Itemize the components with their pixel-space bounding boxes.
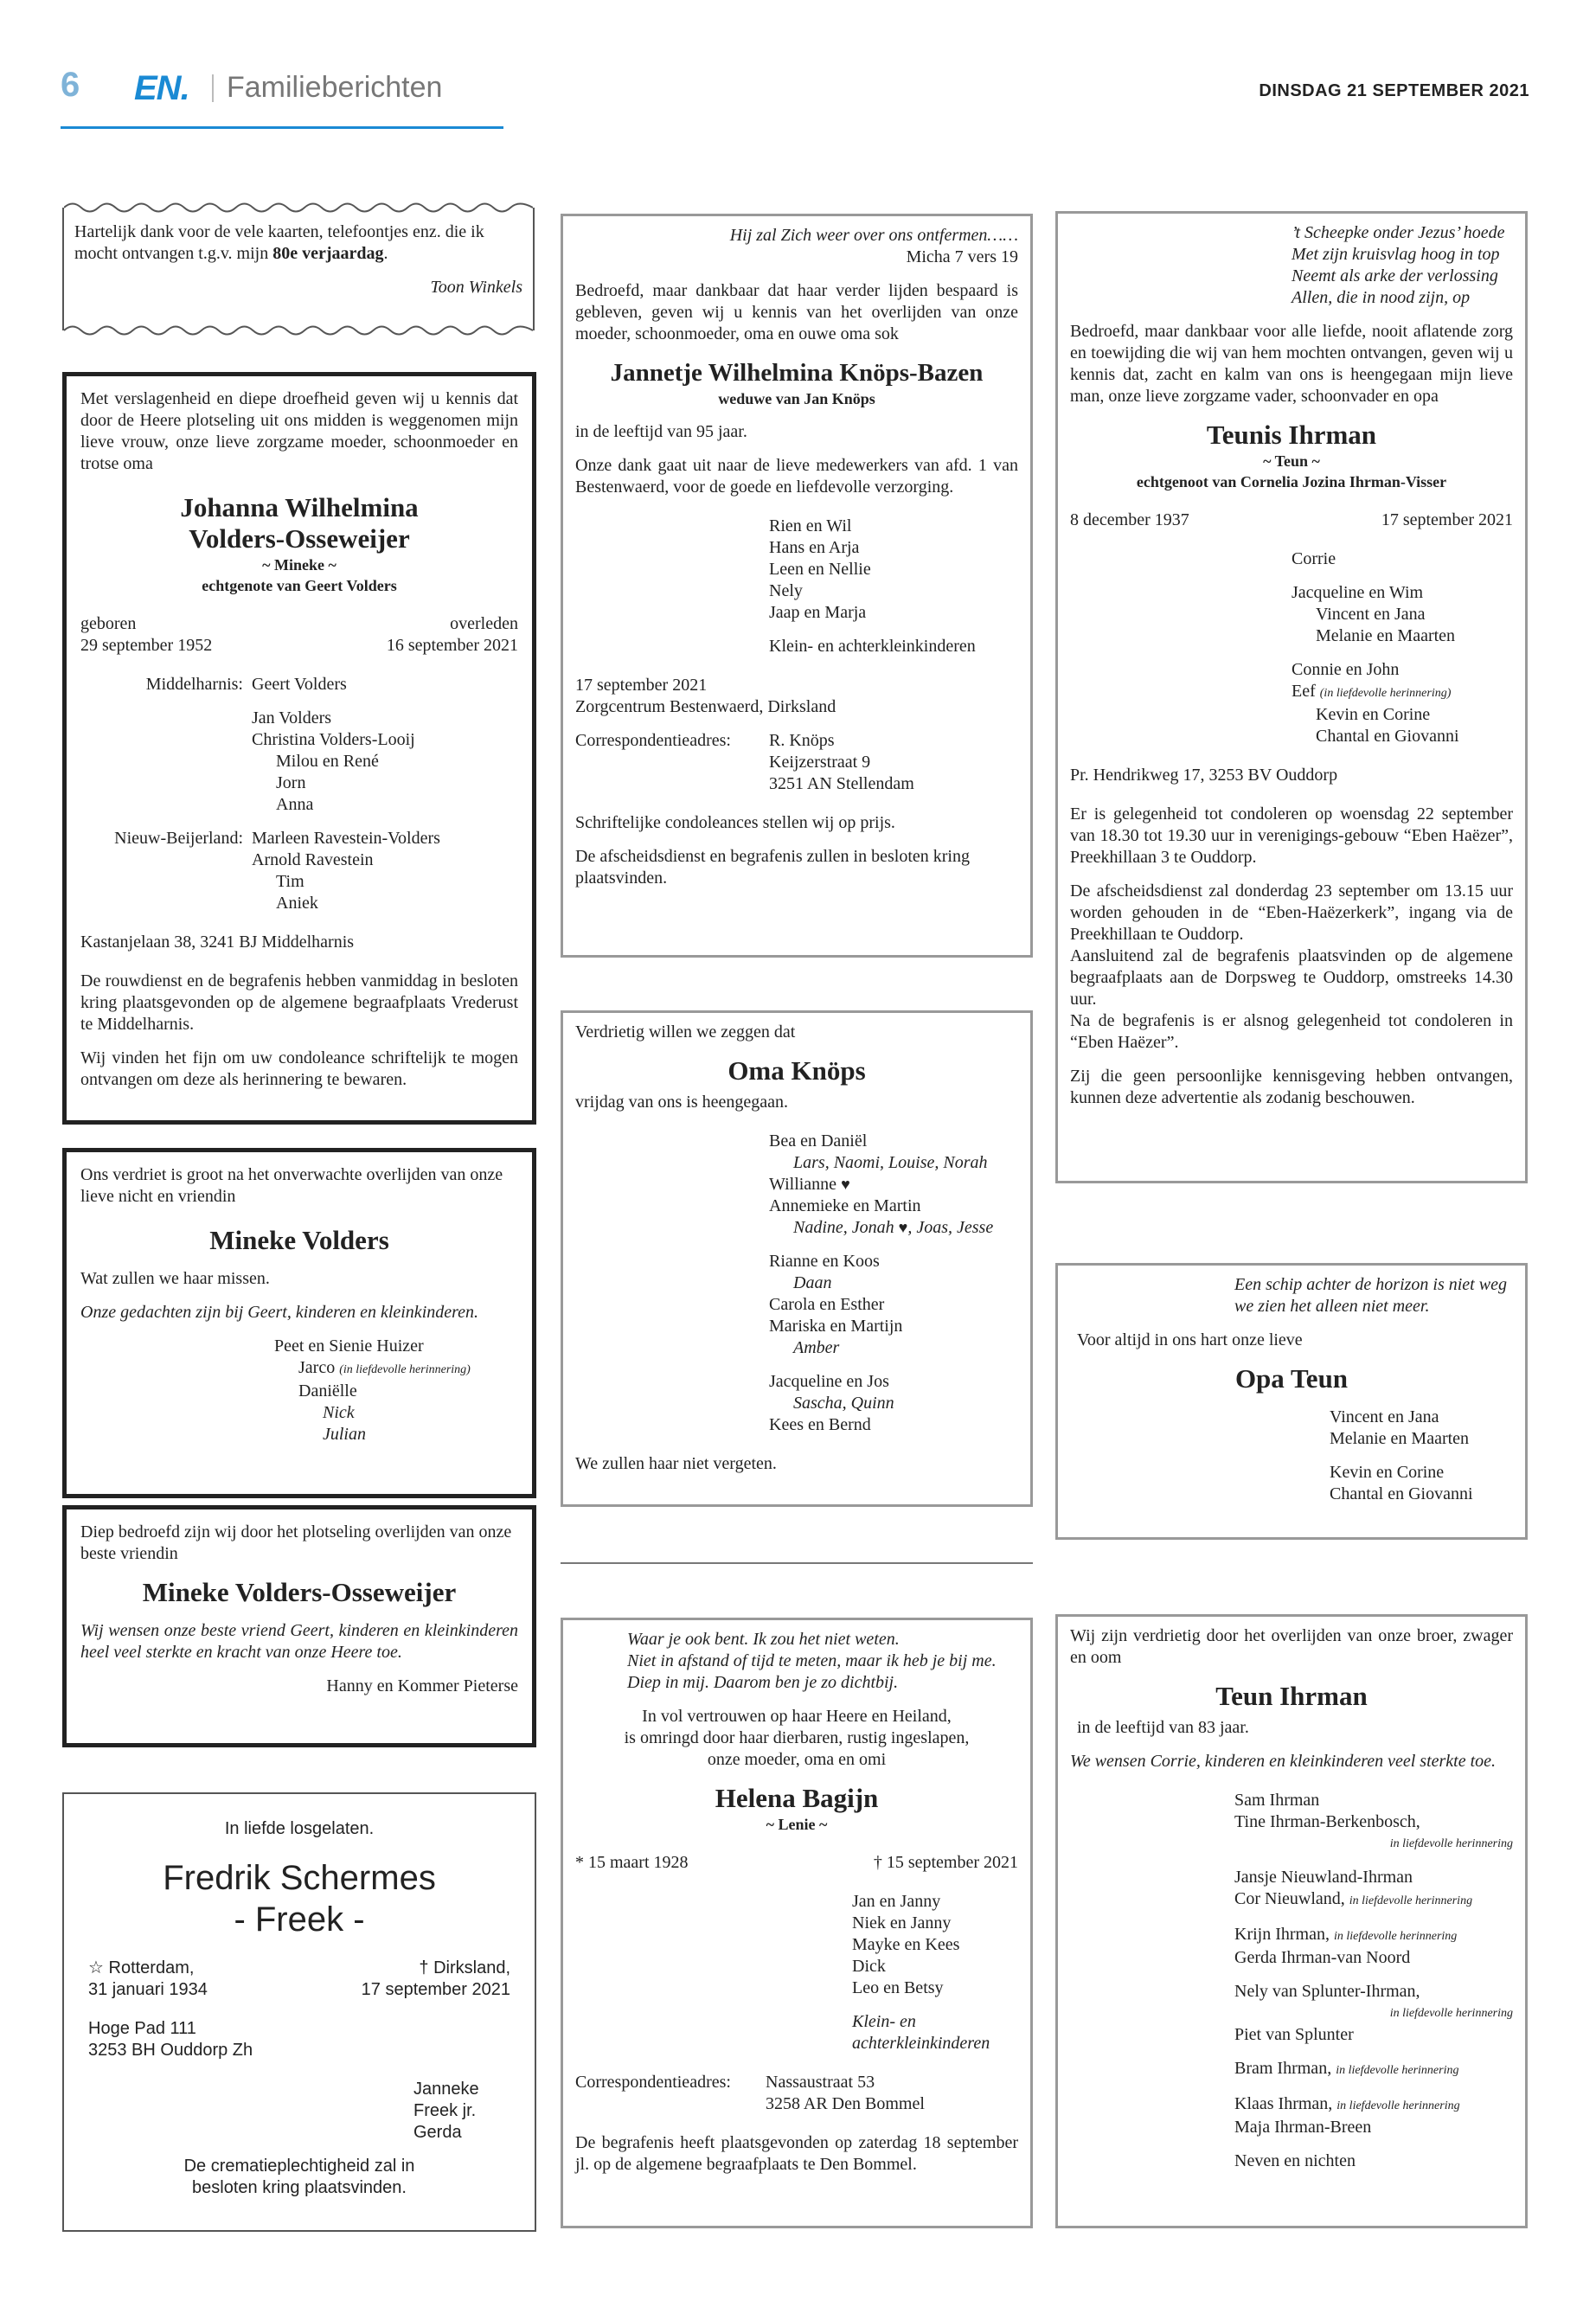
signature: Krijn Ihrman, in liefdevolle herinnering [1234, 1925, 1458, 1944]
family [88, 2079, 510, 2144]
signature: Jarco (in liefdevolle herinnering) [298, 1358, 471, 1377]
newspaper-logo: EN. [134, 69, 189, 107]
dates-row [1070, 510, 1513, 531]
signature: Tine Ihrman-Berkenbosch, [1234, 1812, 1420, 1831]
deceased-name: Jannetje Wilhelmina Knöps-Bazen [610, 359, 984, 387]
born-date: 29 september 1952 [80, 636, 213, 655]
died-date: 16 september 2021 [386, 636, 518, 655]
grandkids: Klein- en achterkleinkinderen [769, 637, 976, 656]
notice-text: Zij die geen persoonlijke kennisgeving hebben ontvangen, kunnen deze advertentie als zodanig beschouwen. [1070, 1067, 1513, 1107]
wavy-border-top [64, 200, 533, 215]
intro-text: Bedroefd, maar dankbaar dat haar verder lijden bespaard is gebleven, geven wij u kennis van het overlijden van onze moeder, schoonmoeder, oma en ouwe oma sok [575, 281, 1018, 343]
poem-line: ’t Scheepke onder Jezus’ hoede [1292, 223, 1505, 242]
correspondence [575, 730, 1018, 795]
star-icon: ☆ [88, 1958, 104, 1977]
heart-icon: ♥ [841, 1176, 850, 1193]
family-member: Mariska en Martijn [769, 1317, 903, 1336]
family-member: Amber [793, 1338, 840, 1357]
family-member: Geert Volders [252, 675, 347, 694]
address: Pr. Hendrikweg 17, 3253 BV Ouddorp [1070, 766, 1338, 785]
closing-text: besloten kring plaatsvinden. [192, 2178, 407, 2197]
funeral-text: De afscheidsdienst en begrafenis zullen in besloten kring plaatsvinden. [575, 847, 970, 888]
family-member: Anna [276, 795, 314, 814]
issue-date: DINSDAG 21 SEPTEMBER 2021 [1259, 81, 1529, 100]
signatures [1070, 1407, 1513, 1505]
family [575, 1891, 1018, 2054]
intro-text: Bedroefd, maar dankbaar voor alle liefde, nooit aflatende zorg en toewijding die wij van hem mochten ontvangen, geven wij u kennis dat, zacht en kalm van ons is heengegaan mijn lieve man, onze lieve zorgzame vader, schoonvader en opa [1070, 322, 1513, 406]
family-member: Hans en Arja [769, 538, 860, 557]
family-member: Lars, Naomi, Louise, Norah [793, 1153, 988, 1172]
ad-helena-bagijn [561, 1618, 1033, 2228]
page-number: 6 [61, 66, 80, 104]
signature: Cor Nieuwland, in liefdevolle herinnering [1234, 1889, 1473, 1908]
family-member: Dick [852, 1957, 886, 1976]
family-block-2 [80, 828, 518, 914]
wish-text: We wensen Corrie, kinderen en kleinkinderen veel sterkte toe. [1070, 1752, 1497, 1771]
family-member: Mayke en Kees [852, 1935, 960, 1954]
nickname: ~ Teun ~ [1263, 452, 1320, 470]
funeral-text: De begrafenis heeft plaatsgevonden op zaterdag 18 september jl. op de algemene begraafplaats te Den Bommel. [575, 2133, 1018, 2174]
deceased-name: Oma Knöps [727, 1055, 866, 1086]
ad-teunis-ihrman [1055, 211, 1528, 1183]
spouse: echtgenote van Geert Volders [202, 577, 397, 594]
died-place: † Dirksland, [419, 1958, 510, 1977]
deceased-name: Fredrik Schermes [163, 1859, 436, 1897]
family-member: Jorn [276, 773, 306, 792]
address-line: 3253 BH Ouddorp Zh [88, 2041, 253, 2060]
family [575, 516, 1018, 657]
signature: Neven en nichten [1234, 2151, 1356, 2170]
family-member: Marleen Ravestein-Volders [252, 829, 440, 848]
service-text: De afscheidsdienst zal donderdag 23 september om 13.15 uur worden gehouden in de “Eben-Haëzerkerk”, ingang via de Preekhillaan te Ouddorp. [1070, 881, 1513, 944]
family-member: Annemieke en Martin [769, 1196, 921, 1215]
family-member: Eef (in liefdevolle herinnering) [1292, 682, 1452, 701]
wavy-border-bottom [64, 323, 533, 338]
date: 17 september 2021 [575, 676, 708, 695]
poem-line: Diep in mij. Daarom ben je zo dichtbij. [627, 1673, 899, 1692]
family-member: Vincent en Jana [1316, 605, 1426, 624]
nickname: ~ Mineke ~ [262, 556, 337, 574]
signature: Daniëlle [298, 1381, 357, 1400]
signature: Hanny en Kommer Pieterse [326, 1676, 518, 1695]
nickname: - Freek - [234, 1900, 365, 1939]
correspondence [575, 2072, 1018, 2115]
age: in de leeftijd van 83 jaar. [1077, 1718, 1249, 1737]
family-member: Chantal en Giovanni [1316, 727, 1459, 746]
signatures [1070, 1790, 1513, 2172]
place-label: Middelharnis: [145, 675, 243, 694]
condolences-text: Er is gelegenheid tot condoleren op woensdag 22 september van 18.30 tot 19.30 uur in verenigings-gebouw “Eben Haëzer”, Preekhillaan 3 te Ouddorp. [1070, 804, 1513, 867]
closing-text: We zullen haar niet vergeten. [575, 1454, 777, 1473]
dates-row [88, 1958, 510, 2001]
poem [1070, 222, 1513, 309]
ad-winkels [62, 208, 535, 330]
ad-mineke-volders [62, 1148, 536, 1498]
place-label: Nieuw-Beijerland: [114, 829, 243, 848]
intro-text: is omringd door haar dierbaren, rustig ingeslapen, [624, 1728, 970, 1747]
burial-text: Aansluitend zal de begrafenis plaatsvinden op de algemene begraafplaats aan de Dorpsweg te Ouddorp, omstreeks 14.30 uur. [1070, 946, 1513, 1009]
grandkids: Klein- en [852, 2012, 916, 2031]
family-member: Niek en Janny [852, 1913, 952, 1932]
died-date: 17 september 2021 [1381, 510, 1513, 529]
poem [575, 1629, 1018, 1694]
intro-text: In liefde losgelaten. [224, 1819, 375, 1838]
correspondence-label: Correspondentieadres: [575, 2073, 731, 2092]
family-member: Nely [769, 581, 803, 600]
thanks-text: Hartelijk dank voor de vele kaarten, telefoontjes enz. die ik mocht ontvangen t.g.v. mijn 80e verjaardag. [74, 222, 484, 263]
signature: Melanie en Maarten [1330, 1429, 1470, 1448]
family-member: Melanie en Maarten [1316, 626, 1456, 645]
family-member: Jacqueline en Wim [1292, 583, 1424, 602]
born-label: geboren [80, 614, 137, 633]
message-text: Wat zullen we haar missen. [80, 1269, 270, 1288]
grandkids: achterkleinkinderen [852, 2034, 990, 2053]
intro-text: Verdrietig willen we zeggen dat [575, 1022, 796, 1042]
header-rule [61, 126, 503, 129]
signature: Nely van Splunter-Ihrman, [1234, 1982, 1420, 2001]
cross-icon: † [419, 1958, 429, 1977]
family-member: Rianne en Koos [769, 1252, 880, 1271]
signature: Sam Ihrman [1234, 1791, 1320, 1810]
address: Kastanjelaan 38, 3241 BJ Middelharnis [80, 933, 355, 952]
column-divider [561, 1562, 1033, 1564]
family-member: Rien en Wil [769, 516, 852, 535]
intro-text: Ons verdriet is groot na het onverwachte overlijden van onze lieve nicht en vriendin [80, 1165, 503, 1206]
family-member: Kevin en Corine [1316, 705, 1431, 724]
deceased-name-line2: Volders-Osseweijer [189, 523, 410, 554]
verse-reference: Micha 7 vers 19 [906, 247, 1018, 266]
deceased-name: Helena Bagijn [715, 1783, 879, 1813]
died-date: 17 september 2021 [361, 1980, 510, 1999]
died-date: † 15 september 2021 [873, 1853, 1018, 1872]
deceased-name: Opa Teun [1234, 1363, 1349, 1394]
address-line: Keijzerstraat 9 [769, 753, 871, 772]
signature: Vincent en Jana [1330, 1407, 1439, 1426]
wish-text: Wij wensen onze beste vriend Geert, kinderen en kleinkinderen heel veel sterkte en kracht van onze Heere toe. [80, 1621, 518, 1662]
ad-oma-knops [561, 1010, 1033, 1507]
intro-text: onze moeder, oma en omi [707, 1750, 887, 1769]
family-member: Bea en Daniël [769, 1131, 868, 1150]
poem-line: Neemt als arke der verlossing [1292, 266, 1498, 285]
age: in de leeftijd van 95 jaar. [575, 422, 747, 441]
born-place: ☆ Rotterdam, [88, 1958, 195, 1977]
remembrance-note: in liefdevolle herinnering [1389, 1837, 1513, 1850]
ad-teun-ihrman [1055, 1614, 1528, 2228]
deceased-name: Johanna Wilhelmina [180, 492, 419, 522]
family-member: Willianne ♥ [769, 1175, 850, 1194]
funeral-text: De rouwdienst en de begrafenis hebben vanmiddag in besloten kring plaatsgevonden op de algemene begraafplaats Vrederust te Middelharnis. [80, 971, 518, 1034]
ad-jannetje-knops-bazen [561, 214, 1033, 958]
signature: Julian [323, 1425, 366, 1444]
remembrance-note: in liefdevolle herinnering [1389, 2007, 1513, 2020]
poem-line: Niet in afstand of tijd te meten, maar ik heb je bij me. [627, 1651, 997, 1670]
family-member: Sascha, Quinn [793, 1394, 894, 1413]
signature: Klaas Ihrman, in liefdevolle herinnering [1234, 2094, 1460, 2113]
family-member: Nadine, Jonah ♥, Joas, Jesse [793, 1218, 994, 1237]
address-line: 3251 AN Stellendam [769, 774, 914, 793]
family-member: Carola en Esther [769, 1295, 885, 1314]
signature: Jansje Nieuwland-Ihrman [1234, 1868, 1413, 1887]
ad-mineke-volders-osseweijer [62, 1505, 536, 1747]
address-line: 3258 AR Den Bommel [766, 2094, 925, 2113]
message-text: vrijdag van ons is heengegaan. [575, 1093, 789, 1112]
section-title: Familieberichten [227, 71, 443, 104]
signature: Chantal en Giovanni [1330, 1484, 1473, 1503]
signature: Toon Winkels [430, 278, 522, 297]
signature: Maja Ihrman-Breen [1234, 2118, 1372, 2137]
bible-verse: Hij zal Zich weer over ons ontfermen…… [729, 226, 1018, 245]
signature: Nick [323, 1403, 355, 1422]
spouse: weduwe van Jan Knöps [718, 390, 875, 407]
closing-text: De crematieplechtigheid zal in [183, 2157, 415, 2176]
intro-text: Wij zijn verdrietig door het overlijden van onze broer, zwager en oom [1070, 1626, 1513, 1667]
signature: Peet en Sienie Huizer [274, 1336, 424, 1356]
family-member: Janneke [413, 2080, 479, 2099]
closing-text: Wij vinden het fijn om uw condoleance schriftelijk te mogen ontvangen om deze als herinnering te bewaren. [80, 1048, 518, 1089]
family-member: Christina Volders-Looij [252, 730, 415, 749]
ad-johanna [62, 372, 536, 1125]
address-line: Nassaustraat 53 [766, 2073, 875, 2092]
family-member: Aniek [276, 894, 318, 913]
after-text: Na de begrafenis is er alsnog gelegenheid tot condoleren in “Eben Haëzer”. [1070, 1011, 1513, 1052]
intro-text: In vol vertrouwen op haar Heere en Heiland, [642, 1707, 952, 1726]
message-text: Onze gedachten zijn bij Geert, kinderen en kleinkinderen. [80, 1303, 479, 1322]
family-member: Corrie [1292, 549, 1336, 568]
dates-row [575, 1852, 1018, 1874]
deceased-name: Teun Ihrman [1215, 1681, 1368, 1711]
signature: Piet van Splunter [1234, 2025, 1354, 2044]
family-member: Connie en John [1292, 660, 1400, 679]
correspondence-label: Correspondentieadres: [575, 731, 731, 750]
family-member: Jaap en Marja [769, 603, 867, 622]
family-member: Freek jr. [413, 2101, 477, 2120]
grandchildren [575, 1131, 1018, 1436]
deceased-name: Teunis Ihrman [1206, 420, 1377, 450]
intro-text: Met verslagenheid en diepe droefheid geven wij u kennis dat door de Heere plotseling uit ons midden is weggenomen mijn lieve vrouw, onze lieve zorgzame moeder, schoonmoeder en trotse oma [80, 389, 518, 473]
family-member: Tim [276, 872, 304, 891]
address-line: R. Knöps [769, 731, 835, 750]
header-separator [212, 74, 214, 102]
born-date: * 15 maart 1928 [575, 1853, 689, 1872]
ad-fredrik-schermes [62, 1792, 536, 2232]
born-date: 31 januari 1934 [88, 1980, 208, 1999]
family-member: Gerda [413, 2123, 462, 2142]
family-member: Leen en Nellie [769, 560, 871, 579]
nickname: ~ Lenie ~ [766, 1816, 828, 1833]
poem-line: Allen, die in nood zijn, op [1292, 288, 1471, 307]
ad-opa-teun [1055, 1263, 1528, 1540]
poem [1070, 1274, 1513, 1317]
poem-line: Waar je ook bent. Ik zou het niet weten. [627, 1630, 900, 1649]
family-member: Daan [793, 1273, 832, 1292]
family-member: Jan Volders [252, 708, 332, 727]
signature: Kevin en Corine [1330, 1463, 1445, 1482]
condolences-text: Schriftelijke condoleances stellen wij op prijs. [575, 813, 895, 832]
dates-row [80, 613, 518, 657]
signature: Bram Ihrman, in liefdevolle herinnering [1234, 2059, 1459, 2078]
heart-icon: ♥ [898, 1219, 908, 1236]
deceased-name: Mineke Volders [209, 1225, 389, 1255]
intro-text: Voor altijd in ons hart onze lieve [1077, 1330, 1303, 1349]
signatures [80, 1336, 518, 1445]
intro-text: Diep bedroefd zijn wij door het plotseling overlijden van onze beste vriendin [80, 1522, 512, 1563]
family-member: Arnold Ravestein [252, 850, 374, 869]
address-line: Hoge Pad 111 [88, 2019, 196, 2038]
family-member: Jan en Janny [852, 1892, 941, 1911]
family-member: Jacqueline en Jos [769, 1372, 889, 1391]
signature: Gerda Ihrman-van Noord [1234, 1948, 1411, 1967]
spouse: echtgenoot van Cornelia Jozina Ihrman-Visser [1136, 473, 1447, 490]
family-member: Milou en René [276, 752, 379, 771]
family-block-1 [80, 674, 518, 816]
poem-line: Een schip achter de horizon is niet weg [1234, 1275, 1507, 1294]
deceased-name: Mineke Volders-Osseweijer [142, 1577, 457, 1607]
died-label: overleden [450, 614, 518, 633]
family-member: Kees en Bernd [769, 1415, 871, 1434]
family-member: Leo en Betsy [852, 1978, 944, 1997]
poem-line: we zien het alleen niet meer. [1234, 1297, 1430, 1316]
thanks-text: Onze dank gaat uit naar de lieve medewerkers van afd. 1 van Bestenwaerd, voor de goede en liefdevolle verzorging. [575, 456, 1018, 497]
poem-line: Met zijn kruisvlag hoog in top [1292, 245, 1500, 264]
born-date: 8 december 1937 [1070, 510, 1189, 529]
location: Zorgcentrum Bestenwaerd, Dirksland [575, 697, 836, 716]
family [1070, 548, 1513, 747]
